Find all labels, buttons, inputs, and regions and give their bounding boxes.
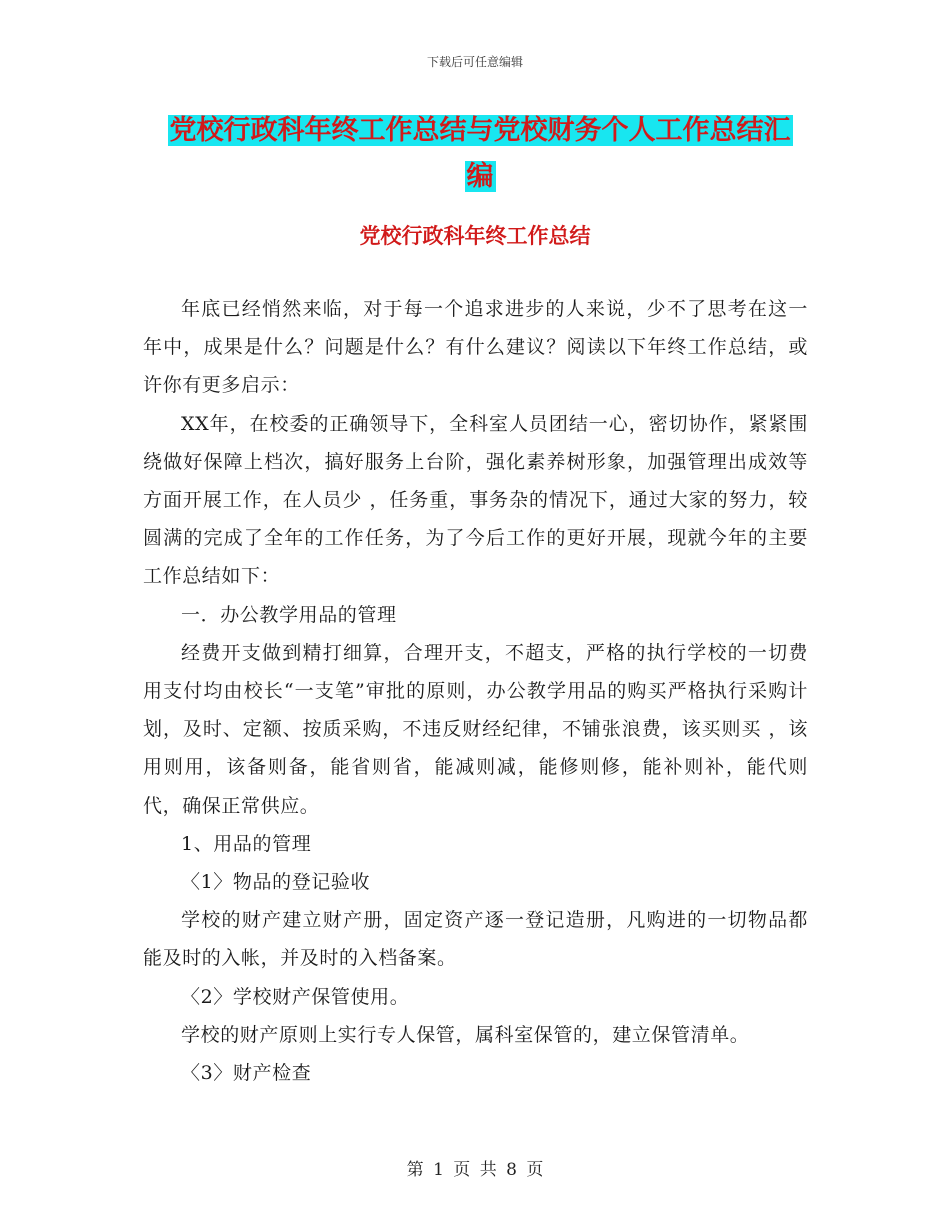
document-title xyxy=(150,108,810,200)
document-body xyxy=(143,290,808,1092)
paragraph: 经费开支做到精打细算，合理开支，不超支，严格的执行学校的一切费用支付均由校长“一支笔”审批的原则，办公教学用品的购买严格执行采购计划，及时、定额、按质采购，不违反财经纪律，不铺张浪费，该买则买 ，该用则用，该备则备，能省则省，能减则减，能修则修，能补则补，能代则代，确保正常供应。 xyxy=(143,641,808,817)
document-title-line1: 党校行政科年终工作总结与党校财务个人工作总结汇 xyxy=(169,115,791,146)
subheading: 1、用品的管理 xyxy=(181,832,312,855)
page-number: 第 1 页 共 8 页 xyxy=(406,1160,544,1180)
subheading: 〈1〉物品的登记验收 xyxy=(181,871,371,894)
paragraph: XX年，在校委的正确领导下，全科室人员团结一心，密切协作，紧紧围绕做好保障上档次，搞好服务上台阶，强化素养树形象，加强管理出成效等方面开展工作，在人员少 ，任务重，事务杂的情况下，通过大家的努力，较圆满的完成了全年的工作任务，为了今后工作的更好开展，现就今年的主要工作总结如下： xyxy=(143,412,808,588)
paragraph: 年底已经悄然来临，对于每一个追求进步的人来说，少不了思考在这一年中，成果是什么？问题是什么？有什么建议？阅读以下年终工作总结，或许你有更多启示： xyxy=(143,298,808,397)
paragraph: 学校的财产原则上实行专人保管，属科室保管的，建立保管清单。 xyxy=(181,1023,750,1046)
subheading: 〈3〉财产检查 xyxy=(181,1062,312,1085)
page-header-note: 下载后可任意编辑 xyxy=(426,55,523,69)
paragraph: 学校的财产建立财产册，固定资产逐一登记造册，凡购进的一切物品都能及时的入帐，并及时的入档备案。 xyxy=(143,909,808,970)
document-title-line2: 编 xyxy=(466,161,494,192)
subheading: 〈2〉学校财产保管使用。 xyxy=(181,985,410,1008)
section-title: 党校行政科年终工作总结 xyxy=(359,224,591,248)
subheading: 一．办公教学用品的管理 xyxy=(181,603,397,626)
